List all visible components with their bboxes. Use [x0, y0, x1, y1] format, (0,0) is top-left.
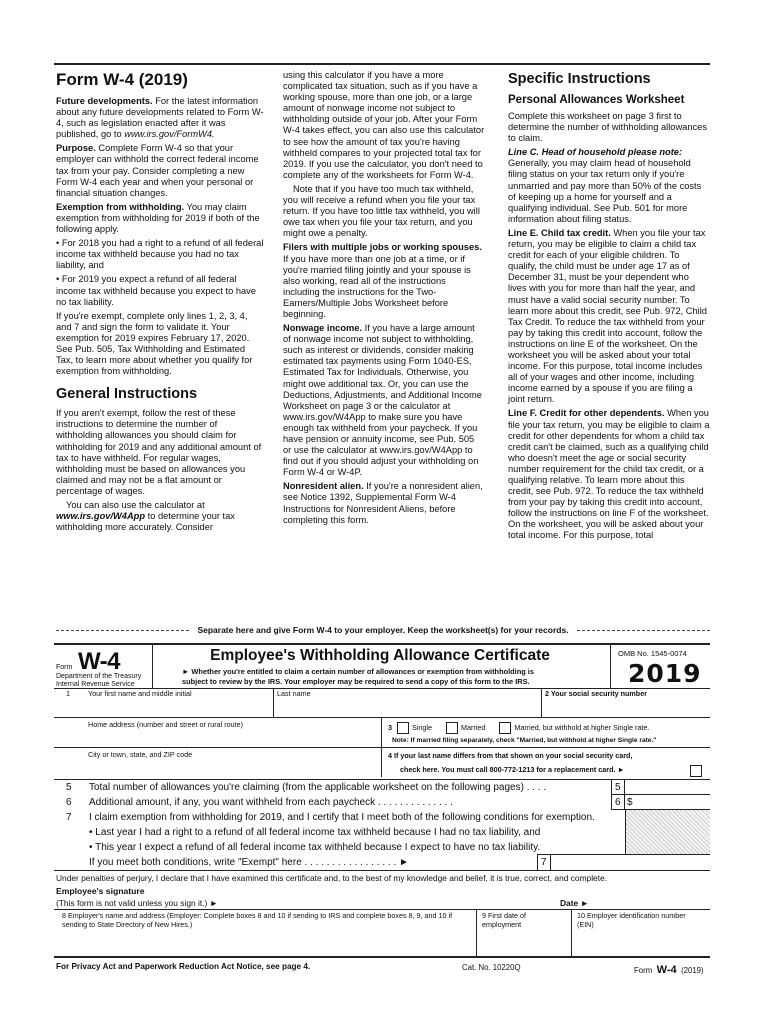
header-divider-right — [610, 645, 611, 688]
line-7-bullet-1: • Last year I had a right to a refund of all federal income tax withheld because I had no tax liability, and — [89, 827, 541, 838]
first-name-input[interactable] — [86, 700, 272, 716]
ssn-label: 2 Your social security number — [545, 689, 647, 698]
city-label: City or town, state, and ZIP code — [88, 750, 193, 759]
nonresident-alien: Nonresident alien. If you're a nonresident alien, see Notice 1392, Supplemental Form W-4 Instructions for Nonresident Aliens, before completing this form. — [283, 481, 483, 525]
allowances-input[interactable] — [626, 781, 708, 794]
line-6-box-label: 6 — [615, 797, 621, 808]
refund-note: Note that if you have too much tax withheld, you will receive a refund when you file your tax return. If you have too little tax withheld, you will owe tax when you file your tax return, and you might owe a penalty. — [283, 183, 480, 239]
worksheet-heading: Personal Allowances Worksheet — [508, 94, 685, 106]
form-year: 2019 — [628, 659, 702, 688]
first-name-label: Your first name and middle initial — [88, 689, 192, 698]
form-id-block — [56, 646, 151, 688]
row1-divider-a — [273, 688, 274, 717]
ein-input[interactable] — [575, 932, 708, 954]
additional-amount-input[interactable] — [634, 796, 708, 809]
worksheet-body: Complete this worksheet on page 3 first to determine the number of withholding allowances to claim. — [508, 111, 707, 144]
married-checkbox[interactable] — [446, 722, 458, 734]
line-7-bullet-2: • This year I expect a refund of all federal income tax withheld because I expect to have no tax liability. — [89, 842, 541, 853]
omb-number: OMB No. 1545-0074 — [618, 649, 687, 658]
single-checkbox[interactable] — [397, 722, 409, 734]
married-higher-rate-checkbox[interactable] — [499, 722, 511, 734]
calculator-url: www.irs.gov/W4App — [56, 511, 146, 522]
line-f: Line F. Credit for other dependents. When you file your tax return, you may be eligible to claim a credit for other dependents for whom a child tax credit can't be claimed, such as a qualifying child who doesn't meet the age or social security number requirement for the child tax credit, or a qualifying relative. To learn more about this credit, see Pub. 972. To reduce the tax withheld from your pay by taking this credit into account, follow the instructions on line F of the worksheet. On the worksheet, you will be asked about your total income. For this purpose, total — [508, 408, 710, 541]
certificate-title: Employee's Withholding Allowance Certificate — [210, 647, 550, 664]
specific-instructions-heading: Specific Instructions — [508, 71, 651, 87]
top-rule — [54, 63, 710, 65]
lines-bottom — [54, 870, 710, 871]
signature-bottom — [54, 909, 710, 910]
separator-text: Separate here and give Form W-4 to your employer. Keep the worksheet(s) for your records. — [197, 625, 569, 635]
home-address-input[interactable] — [86, 731, 378, 745]
line-5-text: Total number of allowances you're claiming (from the applicable worksheet on the following pages) . . . . — [89, 782, 547, 793]
married-higher-rate-label: Married, but withhold at higher Single rate. — [514, 722, 650, 732]
city-input[interactable] — [86, 761, 378, 775]
purpose: Purpose. Complete Form W-4 so that your employer can withhold the correct federal income tax from your pay. Consider completing a new Form W-4 each year and when your personal or financial situation changes. — [56, 143, 259, 198]
form-word: Form — [56, 664, 73, 671]
line-7-number: 7 — [66, 812, 72, 823]
general-instructions-body: If you aren't exempt, follow the rest of these instructions to determine the number of withholding allowances you should claim for withholding for 2019 and any additional amount of tax to have withheld. For regular wages, withholding must be based on allowances you claimed and may not be a flat amount or percentage of wages. — [56, 408, 262, 496]
treasury-dept: Department of the Treasury — [56, 673, 142, 680]
row1-bottom — [54, 717, 710, 718]
line-7-box-mid — [550, 855, 551, 870]
certificate-subtitle-2: subject to review by the IRS. Your employer may be required to send a copy of this form to the IRS. — [182, 677, 530, 686]
first-date-input[interactable] — [480, 932, 568, 954]
employer-name-input[interactable] — [60, 932, 472, 954]
home-address-label: Home address (number and street or rural route) — [88, 720, 243, 729]
instructions-column-2 — [283, 70, 485, 529]
line-5-number: 5 — [66, 782, 72, 793]
employer-bottom — [54, 956, 710, 958]
footer-form-id: Form W-4 (2019) — [634, 964, 704, 976]
future-developments-url: www.irs.gov/FormW4. — [124, 129, 215, 140]
perjury-statement: Under penalties of perjury, I declare that I have examined this certificate and, to the best of my knowledge and belief, it is true, correct, and complete. — [56, 873, 608, 883]
catalog-number: Cat. No. 10220Q — [462, 963, 521, 972]
irs-label: Internal Revenue Service — [56, 681, 135, 688]
exemption-bullet-2: • For 2019 you expect a refund of all federal income tax withheld because you expect to have no tax liability. — [56, 274, 257, 307]
first-date-label: 9 First date of employment — [482, 911, 526, 929]
shaded-area — [626, 810, 710, 854]
line-3-number: 3 — [388, 722, 392, 732]
line-5-box-bottom — [611, 794, 710, 795]
cut-dash-right — [577, 630, 710, 631]
calculator-paragraph: You can also use the calculator at www.irs.gov/W4App to determine your tax withholding more accurately. Consider — [56, 500, 235, 533]
signature-input[interactable] — [190, 896, 550, 908]
form-title: Form W-4 (2019) — [56, 70, 188, 89]
line-4-text-b: check here. You must call 800-772-1213 for a replacement card. ► — [400, 765, 625, 774]
employer-name-label: 8 Employer's name and address (Employer: Complete boxes 8 and 10 if sending to IRS and complete boxes 8, 9, and 10 if sending to State Directory of New Hires.) — [62, 911, 453, 929]
married-label: Married — [460, 722, 486, 732]
instructions-column-1 — [56, 70, 264, 536]
calculator-continued: using this calculator if you have a more complicated tax situation, such as if you have a working spouse, more than one job, or a large amount of nonwage income not subject to withholding outside of your job. After your Form W-4 takes effect, you can also use this calculator to see how the amount of tax you're having withheld compares to your projected total tax for 2019. If you use the calculator, you don't need to complete any of the worksheets for Form W-4. — [283, 70, 485, 180]
last-name-label: Last name — [277, 689, 311, 698]
row2-bottom — [54, 747, 710, 748]
line-e: Line E. Child tax credit. When you file your tax return, you may be eligible to claim a child tax credit for each of your eligible children. To qualify, the child must be under age 17 as of December 31, must be your dependent who lives with you for more than half the year, and must have a valid social security number. To learn more about this credit, see Pub. 972, Child Tax Credit. To reduce the tax withheld from your pay by taking this credit into account, follow the instructions on line E of the worksheet. On the worksheet you will be asked about your total income. For this purpose, total income includes all of your wages and other income, including income earned by a spouse if you are filing a joint return. — [508, 227, 707, 405]
signature-heading: Employee's signature — [56, 886, 145, 896]
row1-divider-b — [541, 688, 542, 717]
date-label: Date ► — [560, 898, 589, 908]
line-5-box-label: 5 — [615, 782, 621, 793]
exempt-paragraph: If you're exempt, complete only lines 1, 2, 3, 4, and 7 and sign the form to validate it. Your exemption for 2019 expires February 17, 2020. See Pub. 505, Tax Withholding and Estimated Tax, to learn more about whether you qualify for exemption from withholding. — [56, 310, 253, 377]
form-number: W-4 — [78, 648, 121, 675]
exempt-input[interactable] — [552, 856, 708, 869]
certificate-subtitle-1: ► Whether you're entitled to claim a certain number of allowances or exemption from withholding is — [182, 667, 534, 676]
cut-dash-left — [56, 630, 189, 631]
future-developments: Future developments. For the latest information about any future developments related to Form W-4, such as legislation enacted after it was published, go to www.irs.gov/FormW4. — [56, 96, 264, 140]
single-label: Single — [412, 722, 432, 732]
line-6-number: 6 — [66, 797, 72, 808]
line-3-note: Note: If married filing separately, check "Married, but withhold at higher Single rate." — [392, 737, 657, 744]
line-7-box-left — [537, 855, 538, 870]
dollar-sign: $ — [627, 797, 633, 808]
date-input[interactable] — [597, 896, 707, 908]
filers-multiple-jobs: Filers with multiple jobs or working spouses. If you have more than one job at a time, or if you're married filing jointly and your spouse is also working, read all of the instructions including the instructions for the Two-Earners/Multiple Jobs Worksheet before beginning. — [283, 242, 482, 319]
line-7-box-top — [537, 854, 710, 855]
employer-divider-a — [476, 909, 477, 956]
last-name-input[interactable] — [275, 700, 539, 716]
exemption-bullet-1: • For 2018 you had a right to a refund of all federal income tax withheld because you had no tax liability, and — [56, 238, 264, 271]
shaded-area-left — [625, 810, 626, 854]
exemption: Exemption from withholding. You may claim exemption from withholding for 2019 if both of the following apply. — [56, 201, 260, 235]
line-7-text: I claim exemption from withholding for 2019, and I certify that I meet both of the following conditions for exemption. — [89, 812, 595, 823]
line-7-exempt-instruction: If you meet both conditions, write "Exempt" here . . . . . . . . . . . . . . . . . ► — [89, 857, 409, 868]
filing-status-row — [388, 722, 649, 734]
ssn-input[interactable] — [543, 700, 708, 716]
line-4-text-a: 4 If your last name differs from that shown on your social security card, — [388, 751, 633, 760]
line-1-number: 1 — [66, 689, 70, 698]
name-differs-checkbox[interactable] — [690, 765, 702, 777]
signature-note: (This form is not valid unless you sign it.) ► — [56, 898, 218, 908]
ein-label: 10 Employer identification number (EIN) — [577, 911, 686, 929]
privacy-notice: For Privacy Act and Paperwork Reduction Act Notice, see page 4. — [56, 962, 311, 971]
employer-divider-b — [571, 909, 572, 956]
nonwage-income: Nonwage income. If you have a large amount of nonwage income not subject to withholding, such as interest or dividends, consider making estimated tax payments using Form 1040-ES, Estimated Tax for Individuals. Otherwise, you might owe additional tax. Or, you can use the Deductions, Adjustments, and Additional Income Worksheet on page 3 or the calculator at www.irs.gov/W4App to make sure you have enough tax withheld from your paycheck. If you have pension or annuity income, see Pub. 505 or use the calculator at www.irs.gov/W4App to find out if you should adjust your withholding on Form W-4 or W-4P. — [283, 323, 482, 478]
general-instructions-heading: General Instructions — [56, 386, 198, 403]
instructions-column-3 — [508, 70, 710, 545]
line-7-box-label: 7 — [541, 857, 547, 868]
line-c: Line C. Head of household please note: Generally, you may claim head of household filing status on your tax return only if you're unmarried and pay more than 50% of the costs of keeping up a home for yourself and a qualifying individual. See Pub. 501 for more information about filing status. — [508, 147, 702, 224]
cut-line — [56, 624, 710, 636]
line-6-text: Additional amount, if any, you want withheld from each paycheck . . . . . . . . . . . . . . — [89, 797, 453, 808]
